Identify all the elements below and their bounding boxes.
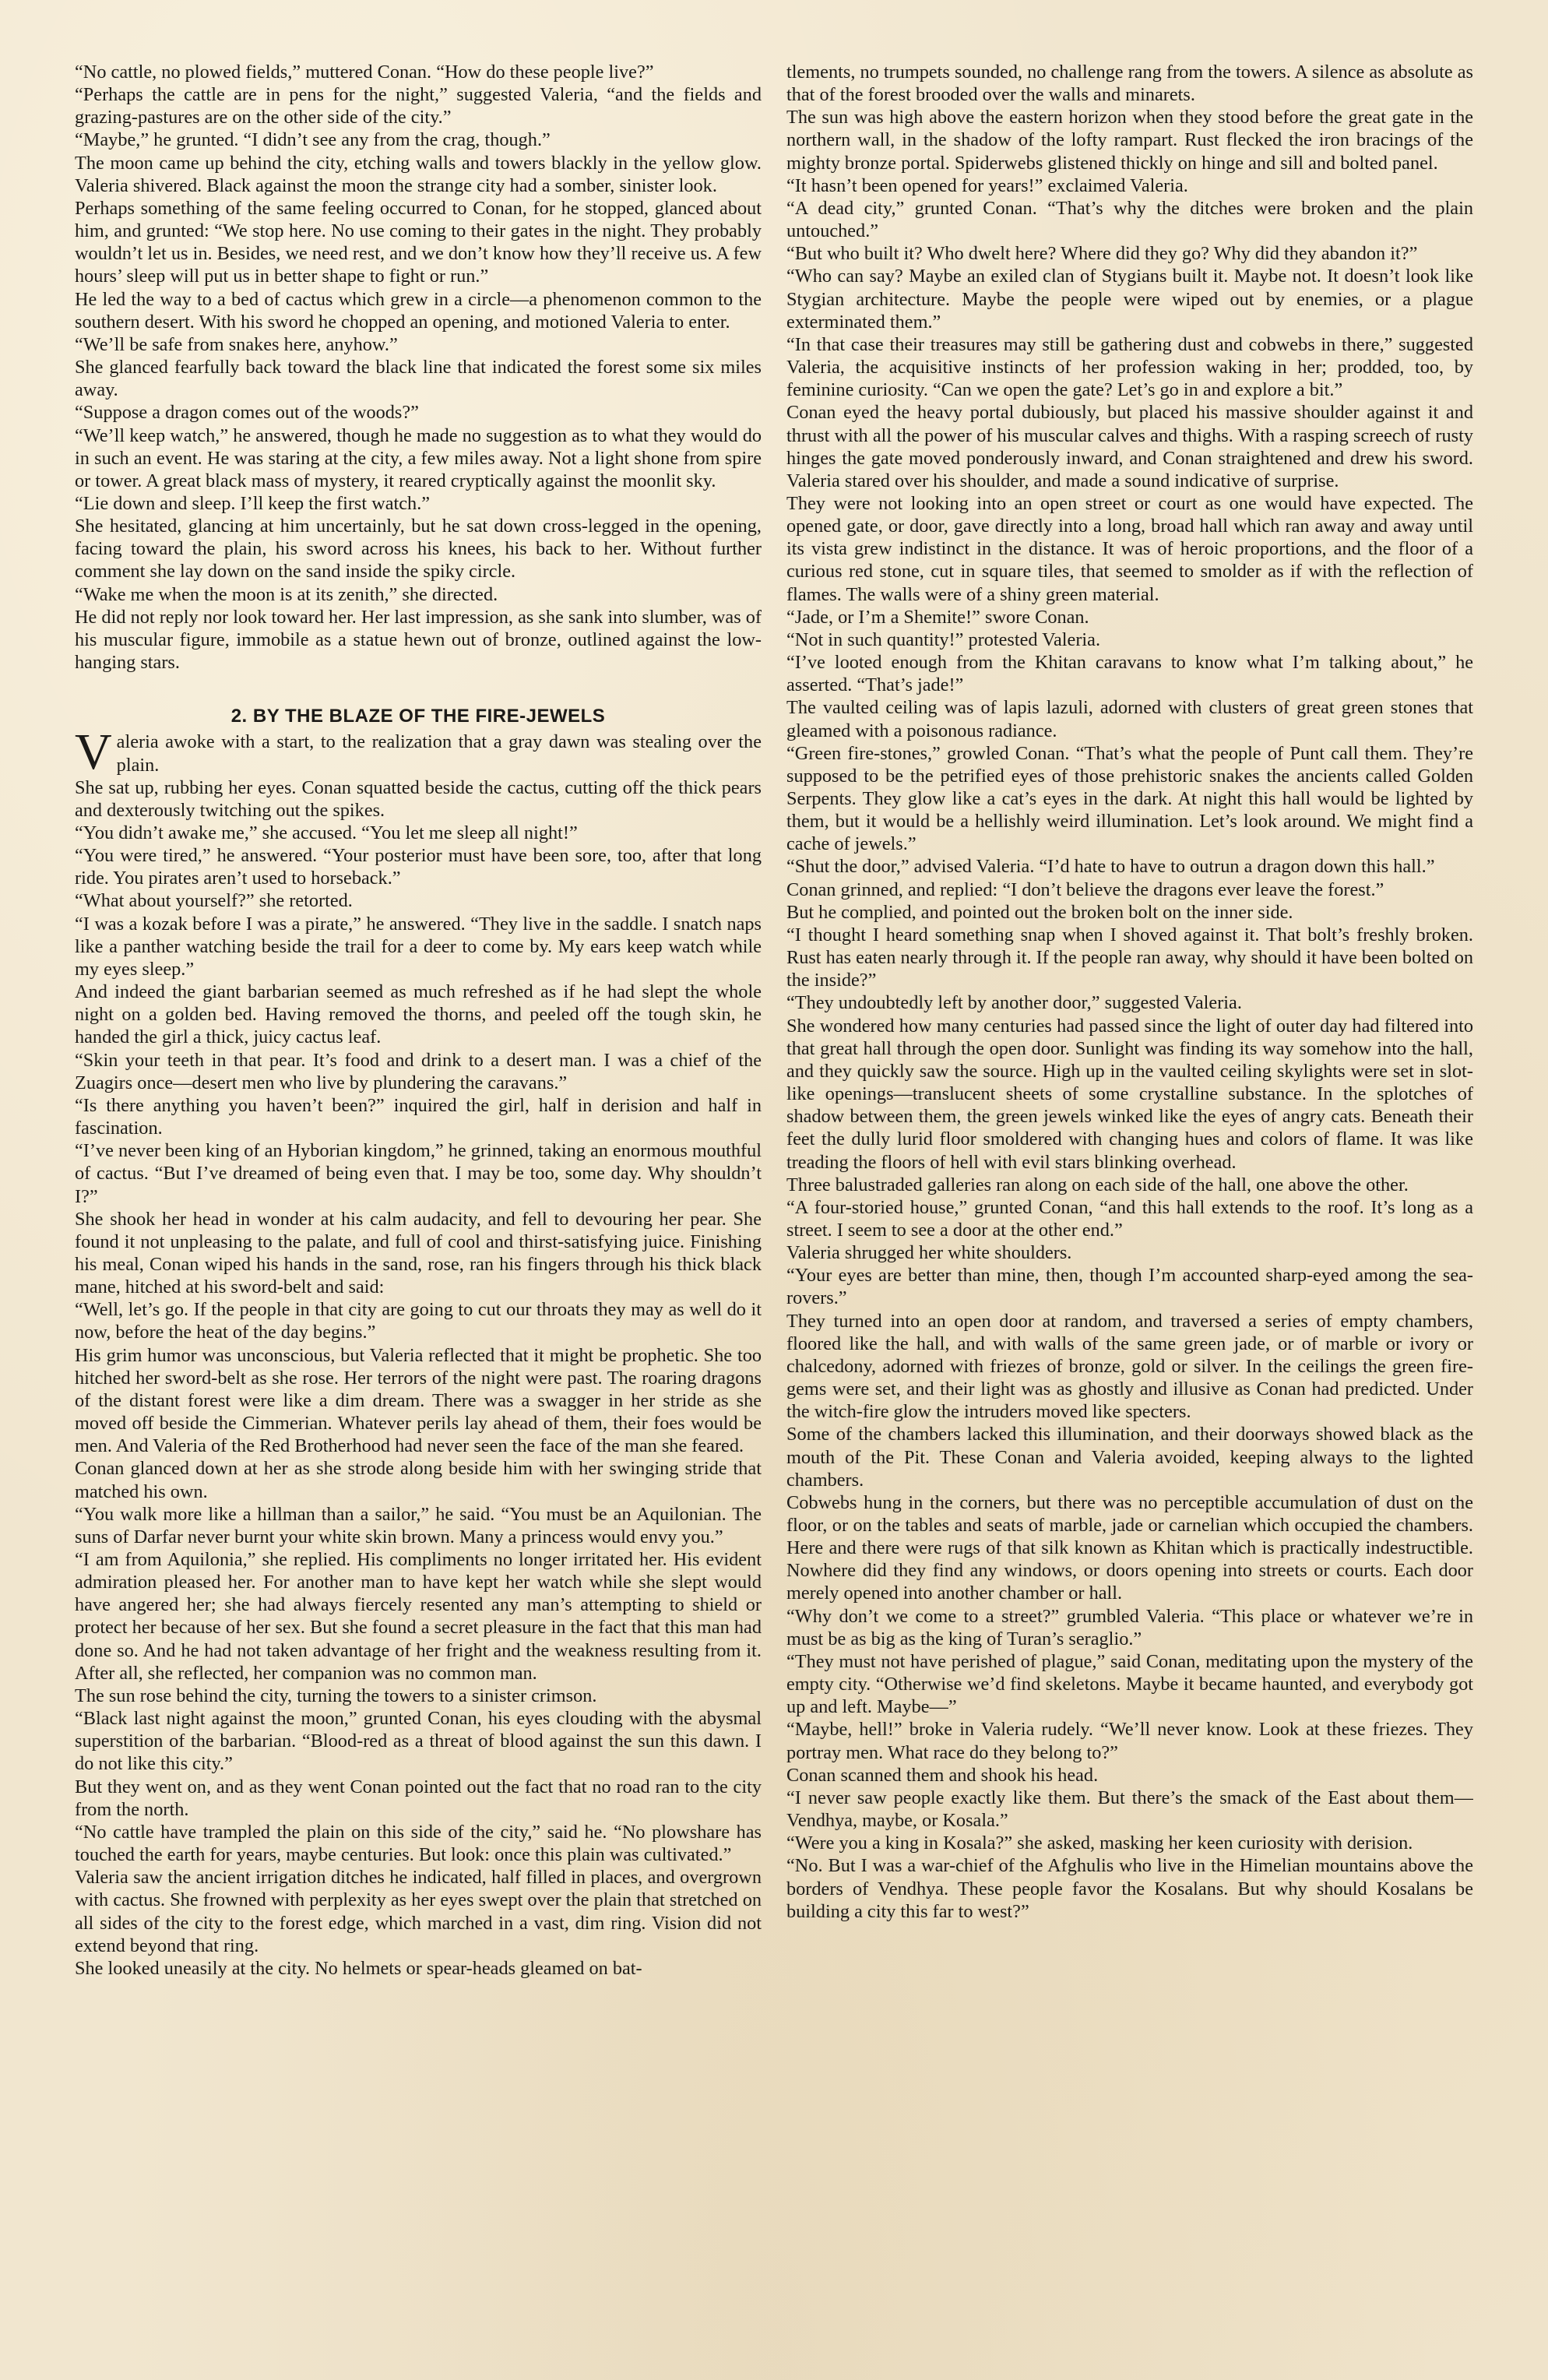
chapter-first-paragraph	[75, 724, 762, 781]
paragraph: “Were you a king in Kosala?” she asked, masking her keen curiosity with derision.	[786, 1833, 1413, 1854]
paragraph: His grim humor was unconscious, but Valeria reflected that it might be prophetic. She too hitched her sword-belt as she rose. Her terrors of the night were past. The roaring dragons of the distant forest were like a dim dream. There was a swagger in her stride as she moved off beside the Cimmerian. Whatever perils lay ahead of them, their foes would be men. And Valeria of the Red Brotherhood had never seen the face of the man she feared.	[75, 1344, 762, 1457]
left-column	[75, 61, 762, 2333]
paragraph: Conan scanned them and shook his head.	[786, 1764, 1099, 1786]
paragraph: “Is there anything you haven’t been?” inquired the girl, half in derision and half in fascination.	[75, 1094, 762, 1139]
paragraph: Some of the chambers lacked this illumination, and their doorways showed black as the mouth of the Pit. These Conan and Valeria avoided, keeping always to the lighted chambers.	[786, 1424, 1473, 1491]
paragraph: Conan glanced down at her as she strode along beside him with her swinging stride that matched his own.	[75, 1458, 762, 1502]
paragraph: And indeed the giant barbarian seemed as much refreshed as if he had slept the whole night on a golden bed. Having removed the thorns, and peeled off the tough skin, he handed the girl a thick, juicy cactus leaf.	[75, 981, 762, 1048]
paragraph: “In that case their treasures may still be gathering dust and cobwebs in there,” suggested Valeria, the acquisitive instincts of her profession waking in her; prodded, too, by feminine curiosity. “Can we open the gate? Let’s go in and explore a bit.”	[786, 333, 1473, 401]
paragraph: They turned into an open door at random, and traversed a series of empty chambers, floored like the hall, and with walls of the same green jade, or of marble or ivory or chalcedony, adorned with friezes of bronze, gold or silver. In the ceilings the green fire-gems were set, and their light was as ghostly and illusive as Conan had predicted. Under the witch-fire glow the intruders moved like specters.	[786, 1310, 1473, 1423]
paragraph: He led the way to a bed of cactus which grew in a circle—a phenomenon common to the southern desert. With his sword he chopped an opening, and motioned Valeria to enter.	[75, 288, 762, 333]
paragraph: “Lie down and sleep. I’ll keep the first watch.”	[75, 492, 431, 514]
paragraph: “What about yourself?” she retorted.	[75, 890, 353, 912]
paragraph: “Black last night against the moon,” grunted Conan, his eyes clouding with the abysmal superstition of the barbarian. “Blood-red as a threat of blood against the sun this dawn. I do not like this city.”	[75, 1708, 762, 1775]
paragraph: “They undoubtedly left by another door,” suggested Valeria.	[786, 992, 1242, 1014]
paragraph: “I’ve looted enough from the Khitan caravans to know what I’m talking about,” he asserted. “That’s jade!”	[786, 652, 1473, 696]
paragraph: “No cattle, no plowed fields,” muttered Conan. “How do these people live?”	[75, 62, 654, 83]
paragraph: “Shut the door,” advised Valeria. “I’d hate to have to outrun a dragon down this hall.”	[786, 856, 1435, 878]
paragraph: “Wake me when the moon is at its zenith,” she directed.	[75, 583, 498, 605]
paragraph: “No cattle have trampled the plain on this side of the city,” said he. “No plowshare has touched the earth for years, maybe centuries. But look: once this plain was cultivated.”	[75, 1821, 762, 1866]
paragraph: Perhaps something of the same feeling occurred to Conan, for he stopped, glanced about him, and grunted: “We stop here. No use coming to their gates in the night. They probably wouldn’t let us in. Besides, we need rest, and we don’t know how they’ll receive us. A few hours’ sleep will put us in better shape to fight or run.”	[75, 197, 762, 287]
paragraph: Conan eyed the heavy portal dubiously, but placed his massive shoulder against it and thrust with all the power of his muscular calves and thighs. With a rasping screech of rusty hinges the gate moved ponderously inward, and Conan straightened and drew his sword. Valeria stared over his shoulder, and made a sound indicative of surprise.	[786, 402, 1473, 491]
paragraph: The moon came up behind the city, etching walls and towers blackly in the yellow glow. Valeria shivered. Black against the moon the strange city had a somber, sinister look.	[75, 152, 762, 196]
paragraph: “Maybe,” he grunted. “I didn’t see any from the crag, though.”	[75, 129, 551, 151]
paragraph: “I thought I heard something snap when I shoved against it. That bolt’s freshly broken. Rust has eaten nearly through it. If the people ran away, why should it have been bolted on the inside?”	[786, 924, 1473, 991]
paragraph: “I am from Aquilonia,” she replied. His compliments no longer irritated her. His evident admiration pleased her. For another man to have kept her watch while she slept would have angered her; she had always fiercely resented any man’s attempting to shield or protect her because of her sex. But she found a secret pleasure in the fact that this man had done so. And he had not taken advantage of her fright and the weakness resulting from it. After all, she reflected, her companion was no common man.	[75, 1549, 762, 1684]
chapter-heading: 2. BY THE BLAZE OF THE FIRE-JEWELS	[230, 706, 606, 727]
paragraph: She shook her head in wonder at his calm audacity, and fell to devouring her pear. She found it not unpleasing to the palate, and full of cool and thirst-satisfying juice. Finishing his meal, Conan wiped his hands in the sand, rose, ran his fingers through his thick black mane, hitched at his sword-belt and said:	[75, 1208, 762, 1298]
paragraph: She wondered how many centuries had passed since the light of outer day had filtered into that great hall through the open door. Sunlight was finding its way somehow into the hall, and they quickly saw the source. High up in the vaulted ceiling skylights were set in slot-like openings—translucent sheets of some crystalline substance. In the splotches of shadow between them, the green jewels winked like the eyes of angry cats. Beneath their feet the dully lurid floor smoldered with changing hues and colors of flame. It was like treading the floors of hell with evil stars blinking overhead.	[786, 1015, 1473, 1173]
paragraph: She sat up, rubbing her eyes. Conan squatted beside the cactus, cutting off the thick pears and dexterously twitching out the spikes.	[75, 776, 762, 821]
paragraph: “I’ve never been king of an Hyborian kingdom,” he grinned, taking an enormous mouthful of cactus. “But I’ve dreamed of being even that. I may be too, some day. Why shouldn’t I?”	[75, 1140, 762, 1207]
left-column-after-heading	[75, 776, 762, 1980]
paragraph: “No. But I was a war-chief of the Afghulis who live in the Himelian mountains above the borders of Vendhya. These people favor the Kosalans. But why should Kosalans be building a city this far to west?”	[786, 1855, 1473, 1922]
paragraph: She glanced fearfully back toward the black line that indicated the forest some six miles away.	[75, 357, 762, 401]
paragraph: “You were tired,” he answered. “Your posterior must have been sore, too, after that long ride. You pirates aren’t used to horseback.”	[75, 845, 762, 889]
paragraph: She looked uneasily at the city. No helmets or spear-heads gleamed on bat-	[75, 1957, 642, 1979]
paragraph: “Who can say? Maybe an exiled clan of Stygians built it. Maybe not. It doesn’t look like Stygian architecture. Maybe the people were wiped out by enemies, or a plague exterminated them.”	[786, 266, 1473, 333]
paragraph: But they went on, and as they went Conan pointed out the fact that no road ran to the city from the north.	[75, 1776, 762, 1820]
paragraph: “I was a kozak before I was a pirate,” he answered. “They live in the saddle. I snatch naps like a panther watching beside the trail for a deer to come by. My ears keep watch while my eyes sleep.”	[75, 913, 762, 980]
chapter-first-paragraph-text: aleria awoke with a start, to the realization that a gray dawn was stealing over the plain.	[116, 731, 762, 776]
paragraph: “Suppose a dragon comes out of the woods?”	[75, 402, 419, 424]
paragraph: “We’ll keep watch,” he answered, though he made no suggestion as to what they would do in such an event. He was staring at the city, a few miles away. Not a light shone from spire or tower. A great black mass of mystery, it reared cryptically against the moonlit sky.	[75, 424, 762, 491]
paragraph: “Not in such quantity!” protested Valeria.	[786, 628, 1101, 650]
paragraph: “A dead city,” grunted Conan. “That’s why the ditches were broken and the plain untouched.”	[786, 197, 1473, 242]
right-column	[786, 61, 1473, 2333]
paragraph: “Green fire-stones,” growled Conan. “That’s what the people of Punt call them. They’re supposed to be the petrified eyes of those prehistoric snakes the ancients called Golden Serpents. They glow like a cat’s eyes in the dark. At night this hall would be lighted by them, but it would be a hellishly weird illumination. Let’s look around. We might find a cache of jewels.”	[786, 742, 1473, 855]
paragraph: “You didn’t awake me,” she accused. “You let me sleep all night!”	[75, 822, 578, 843]
paragraph: “Skin your teeth in that pear. It’s food and drink to a desert man. I was a chief of the Zuagirs once—desert men who live by plundering the caravans.”	[75, 1049, 762, 1093]
left-column-before-heading	[75, 61, 762, 674]
paragraph: “A four-storied house,” grunted Conan, “and this hall extends to the roof. It’s long as a street. I seem to see a door at the other end.”	[786, 1196, 1473, 1241]
paragraph: “Maybe, hell!” broke in Valeria rudely. “We’ll never know. Look at these friezes. They portray men. What race do they belong to?”	[786, 1719, 1473, 1763]
paragraph: Conan grinned, and replied: “I don’t believe the dragons ever leave the forest.”	[786, 878, 1384, 900]
paragraph: He did not reply nor look toward her. Her last impression, as she sank into slumber, was of his muscular figure, immobile as a statue hewn out of bronze, outlined against the low-hanging stars.	[75, 606, 762, 674]
paragraph: “Well, let’s go. If the people in that city are going to cut our throats they may as well do it now, before the heat of the day begins.”	[75, 1299, 762, 1343]
paragraph: The sun rose behind the city, turning the towers to a sinister crimson.	[75, 1685, 597, 1706]
paragraph: tlements, no trumpets sounded, no challenge rang from the towers. A silence as absolute as that of the forest brooded over the walls and minarets.	[786, 62, 1473, 106]
paragraph: Valeria saw the ancient irrigation ditches he indicated, half filled in places, and overgrown with cactus. She frowned with perplexity as her eyes swept over the plain that stretched on all sides of the city to the forest edge, which marched in a vast, dim ring. Vision did not extend beyond that ring.	[75, 1867, 762, 1956]
paragraph: “I never saw people exactly like them. But there’s the smack of the East about them—Vendhya, maybe, or Kosala.”	[786, 1787, 1473, 1832]
paragraph: Three balustraded galleries ran along on each side of the hall, one above the other.	[786, 1174, 1409, 1195]
paragraph: “Jade, or I’m a Shemite!” swore Conan.	[786, 606, 1089, 628]
paragraph: “It hasn’t been opened for years!” exclaimed Valeria.	[786, 174, 1188, 196]
paragraph: But he complied, and pointed out the broken bolt on the inner side.	[786, 901, 1293, 923]
paragraph: They were not looking into an open street or court as one would have expected. The opened gate, or door, gave directly into a long, broad hall which ran away and away until its vista grew indistinct in the distance. It was of heroic proportions, and the floor of a curious red stone, cut in square tiles, that seemed to smolder as if with the reflection of flames. The walls were of a shiny green material.	[786, 492, 1473, 605]
text-columns	[75, 61, 1473, 2333]
paragraph: Valeria shrugged her white shoulders.	[786, 1242, 1072, 1264]
paragraph: “We’ll be safe from snakes here, anyhow.”	[75, 333, 398, 355]
paragraph: “But who built it? Who dwelt here? Where did they go? Why did they abandon it?”	[786, 243, 1418, 265]
drop-cap: V	[75, 724, 112, 781]
paragraph: Cobwebs hung in the corners, but there was no perceptible accumulation of dust on the floor, or on the tables and seats of marble, jade or carnelian which occupied the chambers. Here and there were rugs of that silk known as Khitan which is practically indestructible. Nowhere did they find any windows, or doors opening into streets or courts. Each door merely opened into another chamber or hall.	[786, 1491, 1473, 1604]
paragraph: “You walk more like a hillman than a sailor,” he said. “You must be an Aquilonian. The suns of Darfar never burnt your white skin brown. Many a princess would envy you.”	[75, 1503, 762, 1547]
paragraph: “They must not have perished of plague,” said Conan, meditating upon the mystery of the empty city. “Otherwise we’d find skeletons. Maybe it became haunted, and everybody got up and left. Maybe—”	[786, 1650, 1473, 1718]
paragraph: She hesitated, glancing at him uncertainly, but he sat down cross-legged in the opening, facing toward the plain, his sword across his knees, his back to her. Without further comment she lay down on the sand inside the spiky circle.	[75, 516, 762, 583]
paragraph: “Your eyes are better than mine, then, though I’m accounted sharp-eyed among the sea-rovers.”	[786, 1265, 1473, 1309]
paragraph: “Perhaps the cattle are in pens for the night,” suggested Valeria, “and the fields and grazing-pastures are on the other side of the city.”	[75, 84, 762, 129]
paragraph: The sun was high above the eastern horizon when they stood before the great gate in the northern wall, in the shadow of the lofty rampart. Rust flecked the iron bracings of the mighty bronze portal. Spiderwebs glistened thickly on hinge and sill and bolted panel.	[786, 107, 1473, 174]
paragraph: “Why don’t we come to a street?” grumbled Valeria. “This place or whatever we’re in must be as big as the king of Turan’s seraglio.”	[786, 1605, 1473, 1649]
paragraph: The vaulted ceiling was of lapis lazuli, adorned with clusters of great green stones that gleamed with a poisonous radiance.	[786, 697, 1473, 741]
